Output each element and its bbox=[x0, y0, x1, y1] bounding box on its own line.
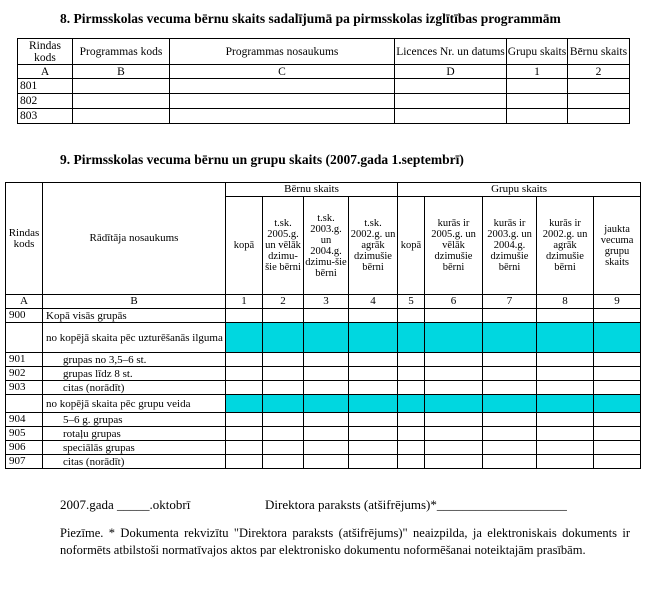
input-cell[interactable] bbox=[398, 413, 425, 427]
input-cell[interactable] bbox=[537, 427, 594, 441]
input-cell[interactable] bbox=[73, 79, 170, 94]
section-9-table bbox=[5, 182, 641, 469]
letter-cell: C bbox=[170, 65, 395, 79]
letter-cell: B bbox=[43, 295, 226, 309]
row-label: citas (norādīt) bbox=[43, 455, 226, 469]
input-cell[interactable] bbox=[483, 427, 537, 441]
letter-cell: 3 bbox=[304, 295, 349, 309]
table-row bbox=[6, 353, 641, 367]
input-cell[interactable] bbox=[398, 381, 425, 395]
row-label: grupas no 3,5–6 st. bbox=[43, 353, 226, 367]
shaded-cell bbox=[483, 395, 537, 413]
letter-cell: 4 bbox=[349, 295, 398, 309]
input-cell[interactable] bbox=[425, 367, 483, 381]
row-code bbox=[6, 323, 43, 353]
input-cell[interactable] bbox=[226, 367, 263, 381]
shaded-cell bbox=[226, 395, 263, 413]
input-cell[interactable] bbox=[594, 455, 641, 469]
input-cell[interactable] bbox=[537, 381, 594, 395]
header-licences: Licences Nr. un datums bbox=[395, 39, 507, 65]
input-cell[interactable] bbox=[594, 427, 641, 441]
shaded-cell bbox=[425, 323, 483, 353]
input-cell[interactable] bbox=[349, 381, 398, 395]
input-cell[interactable] bbox=[263, 381, 304, 395]
letter-cell: 6 bbox=[425, 295, 483, 309]
input-cell[interactable] bbox=[226, 381, 263, 395]
shaded-cell bbox=[537, 395, 594, 413]
input-cell[interactable] bbox=[304, 455, 349, 469]
input-cell[interactable] bbox=[304, 381, 349, 395]
signature-line: Direktora paraksts (atšifrējums)*____________________ bbox=[265, 497, 567, 512]
letter-cell: D bbox=[395, 65, 507, 79]
row-code: 802 bbox=[18, 94, 73, 109]
input-cell[interactable] bbox=[398, 367, 425, 381]
row-label: rotaļu grupas bbox=[43, 427, 226, 441]
input-cell[interactable] bbox=[537, 309, 594, 323]
row-code: 900 bbox=[6, 309, 43, 323]
input-cell[interactable] bbox=[483, 381, 537, 395]
input-cell[interactable] bbox=[263, 455, 304, 469]
header-grupu-skaits: Grupu skaits bbox=[398, 183, 641, 197]
letter-cell: 9 bbox=[594, 295, 641, 309]
input-cell[interactable] bbox=[425, 381, 483, 395]
letter-cell: 7 bbox=[483, 295, 537, 309]
shaded-cell bbox=[349, 395, 398, 413]
table-row bbox=[18, 109, 630, 124]
shaded-cell bbox=[398, 395, 425, 413]
row-code: 902 bbox=[6, 367, 43, 381]
input-cell[interactable] bbox=[425, 413, 483, 427]
input-cell[interactable] bbox=[398, 455, 425, 469]
input-cell[interactable] bbox=[304, 367, 349, 381]
header-rindas-kods: Rindas kods bbox=[6, 183, 43, 295]
input-cell[interactable] bbox=[226, 427, 263, 441]
shaded-cell bbox=[594, 395, 641, 413]
input-cell[interactable] bbox=[425, 427, 483, 441]
letter-cell: 1 bbox=[226, 295, 263, 309]
input-cell[interactable] bbox=[507, 79, 568, 94]
shaded-cell bbox=[226, 323, 263, 353]
subheader-children-total: kopā bbox=[226, 197, 263, 295]
input-cell[interactable] bbox=[349, 427, 398, 441]
input-cell[interactable] bbox=[263, 427, 304, 441]
input-cell[interactable] bbox=[349, 367, 398, 381]
table-row bbox=[6, 395, 641, 413]
header-rindas-kods: Rindas kods bbox=[18, 39, 73, 65]
letter-cell: 1 bbox=[507, 65, 568, 79]
header-bernu-skaits: Bērnu skaits bbox=[568, 39, 630, 65]
header-programmas-kods: Programmas kods bbox=[73, 39, 170, 65]
input-cell[interactable] bbox=[226, 413, 263, 427]
shaded-cell bbox=[263, 323, 304, 353]
input-cell[interactable] bbox=[594, 353, 641, 367]
input-cell[interactable] bbox=[226, 309, 263, 323]
input-cell[interactable] bbox=[304, 427, 349, 441]
row-code: 904 bbox=[6, 413, 43, 427]
input-cell[interactable] bbox=[425, 455, 483, 469]
input-cell[interactable] bbox=[73, 109, 170, 124]
shaded-cell bbox=[425, 395, 483, 413]
row-code: 801 bbox=[18, 79, 73, 94]
input-cell[interactable] bbox=[170, 109, 395, 124]
input-cell[interactable] bbox=[263, 353, 304, 367]
input-cell[interactable] bbox=[594, 381, 641, 395]
input-cell[interactable] bbox=[349, 441, 398, 455]
input-cell[interactable] bbox=[170, 94, 395, 109]
input-cell[interactable] bbox=[483, 353, 537, 367]
header-grupu-skaits: Grupu skaits bbox=[507, 39, 568, 65]
row-code: 903 bbox=[6, 381, 43, 395]
table-row bbox=[6, 367, 641, 381]
input-cell[interactable] bbox=[537, 367, 594, 381]
shaded-cell bbox=[304, 323, 349, 353]
table-row bbox=[18, 94, 630, 109]
shaded-cell bbox=[304, 395, 349, 413]
input-cell[interactable] bbox=[398, 353, 425, 367]
table-row bbox=[6, 427, 641, 441]
letter-cell: 8 bbox=[537, 295, 594, 309]
input-cell[interactable] bbox=[398, 441, 425, 455]
shaded-cell bbox=[594, 323, 641, 353]
input-cell[interactable] bbox=[170, 79, 395, 94]
row-label: no kopējā skaita pēc uzturēšanās ilguma bbox=[43, 323, 226, 353]
input-cell[interactable] bbox=[425, 353, 483, 367]
input-cell[interactable] bbox=[483, 309, 537, 323]
subheader-groups-total: kopā bbox=[398, 197, 425, 295]
letter-cell: A bbox=[6, 295, 43, 309]
row-code: 803 bbox=[18, 109, 73, 124]
input-cell[interactable] bbox=[398, 309, 425, 323]
subheader-groups-2003-2004: kurās ir 2003.g. un 2004.g. dzimušie bērni bbox=[483, 197, 537, 295]
table-row bbox=[6, 441, 641, 455]
input-cell[interactable] bbox=[226, 441, 263, 455]
input-cell[interactable] bbox=[537, 455, 594, 469]
footnote: Piezīme. * Dokumenta rekvizītu "Direktora paraksts (atšifrējums)" neaizpilda, ja elektroniskais dokuments ir noformēts atbilstoši normatīvajos aktos par elektronisko dokumentu noformēšanai noteiktajām prasībām. bbox=[60, 526, 630, 557]
input-cell[interactable] bbox=[568, 94, 630, 109]
input-cell[interactable] bbox=[425, 309, 483, 323]
shaded-cell bbox=[349, 323, 398, 353]
letter-cell: B bbox=[73, 65, 170, 79]
row-label: Kopā visās grupās bbox=[43, 309, 226, 323]
input-cell[interactable] bbox=[594, 367, 641, 381]
input-cell[interactable] bbox=[483, 413, 537, 427]
input-cell[interactable] bbox=[349, 413, 398, 427]
input-cell[interactable] bbox=[594, 309, 641, 323]
date-line: 2007.gada _____.oktobrī bbox=[60, 497, 191, 512]
row-code: 907 bbox=[6, 455, 43, 469]
shaded-cell bbox=[537, 323, 594, 353]
section-8-table bbox=[17, 38, 630, 124]
shaded-cell bbox=[263, 395, 304, 413]
letter-cell: A bbox=[18, 65, 73, 79]
letter-cell: 5 bbox=[398, 295, 425, 309]
shaded-cell bbox=[398, 323, 425, 353]
input-cell[interactable] bbox=[226, 353, 263, 367]
subheader-groups-2005: kurās ir 2005.g. un vēlāk dzimušie bērni bbox=[425, 197, 483, 295]
header-bernu-skaits: Bērnu skaits bbox=[226, 183, 398, 197]
row-label: citas (norādīt) bbox=[43, 381, 226, 395]
table-row bbox=[6, 323, 641, 353]
row-code: 905 bbox=[6, 427, 43, 441]
input-cell[interactable] bbox=[304, 353, 349, 367]
input-cell[interactable] bbox=[304, 413, 349, 427]
input-cell[interactable] bbox=[263, 309, 304, 323]
input-cell[interactable] bbox=[537, 413, 594, 427]
input-cell[interactable] bbox=[507, 109, 568, 124]
input-cell[interactable] bbox=[226, 455, 263, 469]
input-cell[interactable] bbox=[483, 367, 537, 381]
input-cell[interactable] bbox=[537, 441, 594, 455]
row-label: grupas līdz 8 st. bbox=[43, 367, 226, 381]
input-cell[interactable] bbox=[398, 427, 425, 441]
section-9-title: 9. Pirmsskolas vecuma bērnu un grupu skaits (2007.gada 1.septembrī) bbox=[60, 152, 464, 167]
input-cell[interactable] bbox=[349, 309, 398, 323]
input-cell[interactable] bbox=[263, 413, 304, 427]
input-cell[interactable] bbox=[483, 441, 537, 455]
input-cell[interactable] bbox=[349, 455, 398, 469]
input-cell[interactable] bbox=[349, 353, 398, 367]
subheader-groups-mixed: jaukta vecuma grupu skaits bbox=[594, 197, 641, 295]
subheader-groups-2002: kurās ir 2002.g. un agrāk dzimušie bērni bbox=[537, 197, 594, 295]
row-code: 906 bbox=[6, 441, 43, 455]
table-row bbox=[6, 309, 641, 323]
header-raditaja-nosaukums: Rādītāja nosaukums bbox=[43, 183, 226, 295]
table-row bbox=[6, 413, 641, 427]
input-cell[interactable] bbox=[568, 109, 630, 124]
input-cell[interactable] bbox=[304, 441, 349, 455]
table-row bbox=[6, 455, 641, 469]
input-cell[interactable] bbox=[395, 109, 507, 124]
input-cell[interactable] bbox=[483, 455, 537, 469]
row-code bbox=[6, 395, 43, 413]
row-label: 5–6 g. grupas bbox=[43, 413, 226, 427]
input-cell[interactable] bbox=[507, 94, 568, 109]
letter-cell: 2 bbox=[568, 65, 630, 79]
section-8-title: 8. Pirmsskolas vecuma bērnu skaits sadalījumā pa pirmsskolas izglītības programmām bbox=[60, 11, 561, 26]
row-label: speciālās grupas bbox=[43, 441, 226, 455]
input-cell[interactable] bbox=[263, 441, 304, 455]
row-label: no kopējā skaita pēc grupu veida bbox=[43, 395, 226, 413]
table-row bbox=[6, 381, 641, 395]
input-cell[interactable] bbox=[425, 441, 483, 455]
shaded-cell bbox=[483, 323, 537, 353]
header-programmas-nosaukums: Programmas nosaukums bbox=[170, 39, 395, 65]
input-cell[interactable] bbox=[568, 79, 630, 94]
input-cell[interactable] bbox=[395, 79, 507, 94]
letter-cell: 2 bbox=[263, 295, 304, 309]
input-cell[interactable] bbox=[594, 441, 641, 455]
table-row bbox=[18, 79, 630, 94]
subheader-children-2002: t.sk. 2002.g. un agrāk dzimušie bērni bbox=[349, 197, 398, 295]
row-code: 901 bbox=[6, 353, 43, 367]
input-cell[interactable] bbox=[73, 94, 170, 109]
subheader-children-2005: t.sk. 2005.g. un vēlāk dzimu-šie bērni bbox=[263, 197, 304, 295]
input-cell[interactable] bbox=[537, 353, 594, 367]
input-cell[interactable] bbox=[304, 309, 349, 323]
subheader-children-2003-2004: t.sk. 2003.g. un 2004.g. dzimu-šie bērni bbox=[304, 197, 349, 295]
input-cell[interactable] bbox=[395, 94, 507, 109]
input-cell[interactable] bbox=[263, 367, 304, 381]
input-cell[interactable] bbox=[594, 413, 641, 427]
